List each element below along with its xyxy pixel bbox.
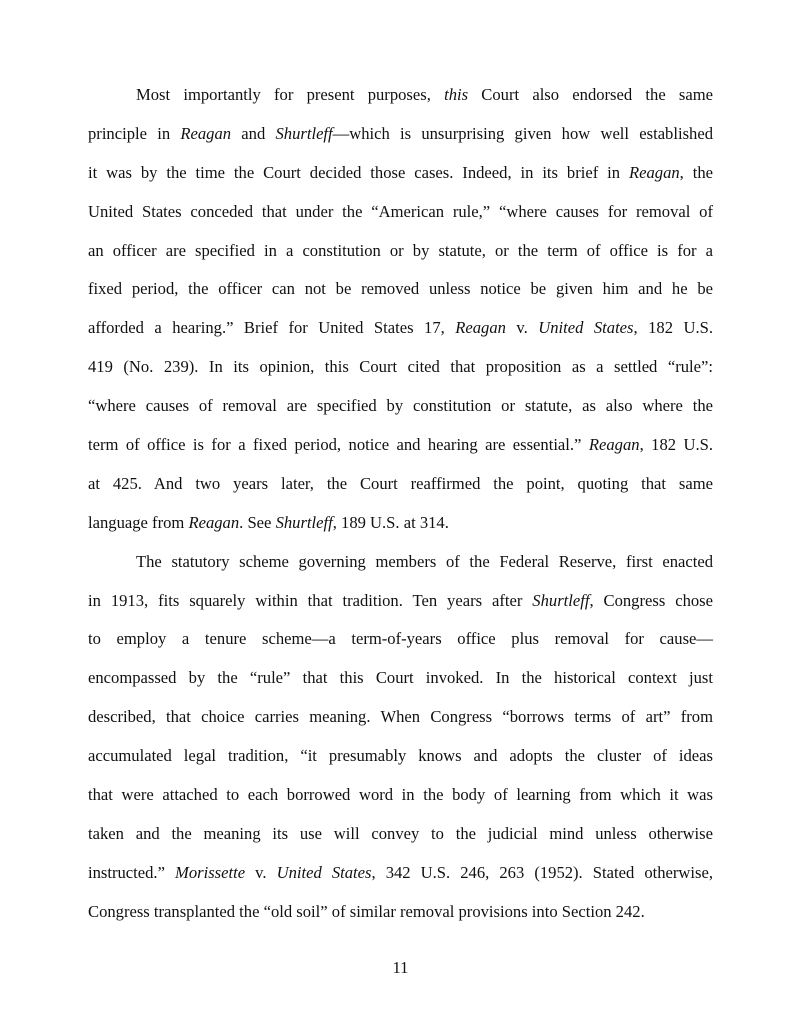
text-run: Court also endorsed the same xyxy=(468,85,713,104)
italic-citation: Shurtleff xyxy=(275,512,333,532)
paragraph xyxy=(88,549,713,938)
text-line xyxy=(88,121,713,160)
text-line xyxy=(88,821,713,860)
body-text xyxy=(88,82,713,938)
text-run: , 189 U.S. at 314. xyxy=(332,512,449,532)
text-line xyxy=(88,860,713,899)
text-run: taken and the meaning its use will convey to the judicial mind unless otherwise xyxy=(88,823,713,843)
text-line xyxy=(88,471,713,510)
text-run: in 1913, fits squarely within that tradition. Ten years after xyxy=(88,590,533,610)
text-run: Most importantly for present purposes, xyxy=(136,85,445,104)
italic-citation: Shurtleff xyxy=(532,590,590,610)
text-line xyxy=(88,276,713,315)
text-run: language from xyxy=(88,512,189,532)
italic-citation: this xyxy=(444,85,469,104)
text-run: , 182 U.S. xyxy=(639,435,713,455)
italic-citation: Reagan xyxy=(455,318,506,338)
text-run: , 182 U.S. xyxy=(633,318,713,338)
text-run: , Congress chose xyxy=(589,590,713,610)
text-run: at 425. And two years later, the Court reaffirmed the point, quoting that same xyxy=(88,473,713,493)
text-line xyxy=(88,354,713,393)
italic-citation: United States xyxy=(538,318,634,338)
italic-citation: Reagan xyxy=(188,512,240,532)
text-run: . See xyxy=(239,512,276,532)
italic-citation: Morissette xyxy=(175,862,246,882)
text-line xyxy=(88,238,713,277)
text-line xyxy=(88,588,713,627)
text-run: described, that choice carries meaning. When Congress “borrows terms of art” from xyxy=(88,707,713,727)
italic-citation: United States xyxy=(276,862,372,882)
text-line xyxy=(88,704,713,743)
text-run: principle in xyxy=(88,123,181,143)
text-run: The statutory scheme governing members of the Federal Reserve, first enacted xyxy=(136,551,713,571)
text-run: v. xyxy=(505,318,539,338)
text-line xyxy=(88,199,713,238)
text-run: encompassed by the “rule” that this Court invoked. In the historical context just xyxy=(88,668,713,688)
text-line xyxy=(88,782,713,821)
text-line xyxy=(88,665,713,704)
text-run: 419 (No. 239). In its opinion, this Court cited that proposition as a settled “rule”: xyxy=(88,357,713,377)
text-run: United States conceded that under the “American rule,” “where causes for removal of xyxy=(88,201,713,221)
text-run: , 342 U.S. 246, 263 (1952). Stated otherwise, xyxy=(371,862,713,882)
italic-citation: Reagan xyxy=(628,162,680,182)
text-run: instructed.” xyxy=(88,862,176,882)
text-line xyxy=(88,160,713,199)
text-run: —which is unsurprising given how well established xyxy=(332,123,713,143)
text-run: , the xyxy=(679,162,713,182)
text-run: accumulated legal tradition, “it presumably knows and adopts the cluster of ideas xyxy=(88,746,713,766)
text-run: to employ a tenure scheme—a term-of-years office plus removal for cause— xyxy=(88,629,713,649)
text-run: “where causes of removal are specified by constitution or statute, as also where the xyxy=(88,396,713,416)
text-line xyxy=(88,393,713,432)
paragraph xyxy=(88,82,713,549)
text-run: it was by the time the Court decided those cases. Indeed, in its brief in xyxy=(88,162,629,182)
text-run: term of office is for a fixed period, notice and hearing are essential.” xyxy=(88,435,589,455)
text-line xyxy=(88,743,713,782)
text-run: v. xyxy=(245,862,277,882)
text-run: fixed period, the officer can not be removed unless notice be given him and he be xyxy=(88,279,713,299)
text-run: that were attached to each borrowed word in the body of learning from which it was xyxy=(88,785,713,805)
text-run: Congress transplanted the “old soil” of similar removal provisions into Section 242. xyxy=(88,901,645,921)
italic-citation: Reagan xyxy=(588,435,640,455)
italic-citation: Shurtleff xyxy=(275,123,333,143)
page-number: 11 xyxy=(392,958,409,977)
italic-citation: Reagan xyxy=(180,123,232,143)
text-line xyxy=(88,432,713,471)
text-line xyxy=(88,899,713,938)
text-line xyxy=(88,549,713,588)
text-line xyxy=(88,626,713,665)
text-run: an officer are specified in a constitution or by statute, or the term of office is for a xyxy=(88,240,713,260)
text-line xyxy=(88,510,713,549)
text-run: afforded a hearing.” Brief for United States 17, xyxy=(88,318,456,338)
text-line xyxy=(88,82,713,121)
text-line xyxy=(88,315,713,354)
text-run: and xyxy=(231,123,276,143)
